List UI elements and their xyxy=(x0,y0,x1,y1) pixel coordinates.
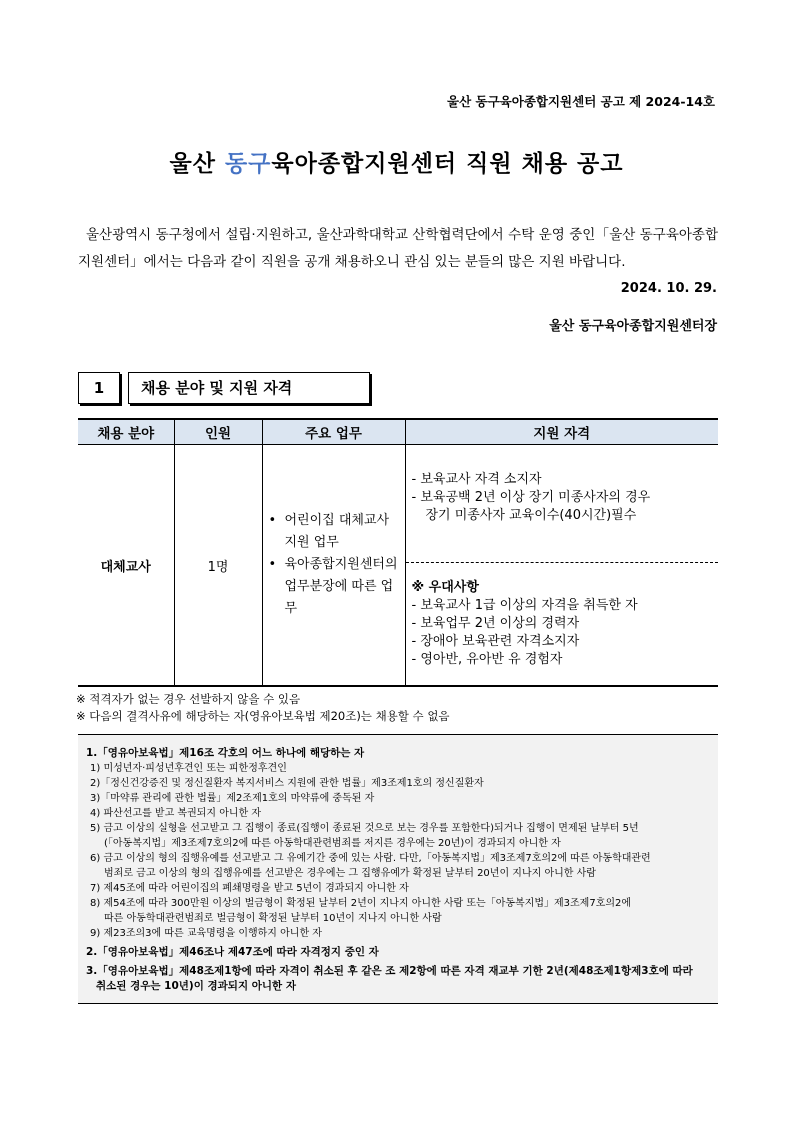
duty-item xyxy=(267,554,405,620)
footnote: ※ 다음의 결격사유에 해당하는 자(영유아보육법 제20조)는 채용할 수 없음 xyxy=(76,709,450,723)
job-table xyxy=(78,418,718,687)
preference-line: - 영아반, 유아반 유 경험자 xyxy=(411,652,563,667)
intro-paragraph: 울산광역시 동구청에서 설립·지원하고, 울산과학대학교 산학협력단에서 수탁 운영 중인「울산 동구육아종합지원센터」에서는 다음과 같이 직원을 공개 채용하오니 관심 있는 분들의 많은 지원 바랍니다. xyxy=(78,227,718,270)
disqualification-subitem xyxy=(86,806,710,821)
item-continuation: 취소된 경우는 10년)이 경과되지 아니한 자 xyxy=(96,980,296,992)
duty-text: 육아종합지원센터의 업무분장에 따른 업무 xyxy=(284,557,398,616)
disqualification-subitem xyxy=(86,926,710,941)
subitem-continuation: 범죄로 금고 이상의 형의 집행유예를 선고받은 경우에는 그 집행유예가 확정된 날부터 20년이 지나지 아니한 사람 xyxy=(104,868,596,879)
subitem-text: 6) 금고 이상의 형의 집행유예를 선고받고 그 유예기간 중에 있는 사람. 다만,「아동복지법」제3조제7호의2에 따른 아동학대관련 xyxy=(90,853,651,864)
footnotes xyxy=(76,691,450,725)
title-suffix: 육아종합지원센터 직원 채용 공고 xyxy=(271,151,624,177)
subitem-text: 9) 제23조의3에 따른 교육명령을 이행하지 아니한 자 xyxy=(90,928,322,939)
disqualification-item: 2.「영유아보육법」제46조나 제47조에 따라 자격정지 중인 자 xyxy=(86,946,379,958)
page-title xyxy=(0,145,793,178)
disqualification-subitem xyxy=(86,791,710,806)
subitem-text: 2)「정신건강증진 및 정신질환자 복지서비스 지원에 관한 법률」제3조제1호의 정신질환자 xyxy=(90,778,484,789)
subitem-text: 7) 제45조에 따라 어린이집의 폐쇄명령을 받고 5년이 경과되지 아니한 자 xyxy=(90,883,409,894)
subitem-text: 1) 미성년자·피성년후견인 또는 피한정후견인 xyxy=(90,763,287,774)
table-row xyxy=(78,445,718,687)
subitem-text: 3)「마약류 관리에 관한 법률」제2조제1호의 마약류에 중독된 자 xyxy=(90,793,375,804)
preference-title: ※ 우대사항 xyxy=(411,580,479,595)
notice-number: 울산 동구육아종합지원센터 공고 제 2024-14호 xyxy=(447,94,715,109)
disqualification-subitem xyxy=(86,821,710,851)
disqualification-item: 1.「영유아보육법」제16조 각호의 어느 하나에 해당하는 자 xyxy=(86,747,365,759)
qualification-line: - 보육교사 자격 소지자 xyxy=(411,472,542,487)
item-text: 3.「영유아보육법」제48조제1항에 따라 자격이 취소된 후 같은 조 제2항에 따른 자격 재교부 기한 2년(제48조제1항제3호에 따라 xyxy=(86,965,693,977)
disqualification-subitem xyxy=(86,776,710,791)
table-header-row xyxy=(78,419,718,445)
header-count: 인원 xyxy=(174,419,262,445)
section-number: 1 xyxy=(78,372,120,404)
section-title: 채용 분야 및 지원 자격 xyxy=(128,372,370,404)
subitem-text: 4) 파산선고를 받고 복권되지 아니한 자 xyxy=(90,808,262,819)
qualification-line: 장기 미종사자 교육이수(40시간)필수 xyxy=(425,508,637,523)
header-field: 채용 분야 xyxy=(78,419,174,445)
preference-line: - 보육교사 1급 이상의 자격을 취득한 자 xyxy=(411,598,638,613)
subitem-continuation: 따른 아동학대관련범죄로 벌금형이 확정된 날부터 10년이 지나지 아니한 사람 xyxy=(104,913,442,924)
disqualification-subitem xyxy=(86,896,710,926)
qualification-line: - 보육공백 2년 이상 장기 미종사자의 경우 xyxy=(411,490,651,505)
title-accent: 동구 xyxy=(224,151,272,177)
disqualification-subitem xyxy=(86,761,710,776)
cell-count: 1명 xyxy=(174,445,262,687)
disqualification-item xyxy=(86,964,710,994)
footnote: ※ 적격자가 없는 경우 선발하지 않을 수 있음 xyxy=(76,692,301,706)
disqualification-subitem xyxy=(86,851,710,881)
bullet-icon: • xyxy=(268,557,277,572)
disqualification-subitem xyxy=(86,881,710,896)
preference-line: - 장애아 보육관련 자격소지자 xyxy=(411,634,580,649)
header-duties: 주요 업무 xyxy=(262,419,405,445)
preference-line: - 보육업무 2년 이상의 경력자 xyxy=(411,616,580,631)
bullet-icon: • xyxy=(268,513,277,528)
cell-duties xyxy=(262,445,405,687)
notice-date: 2024. 10. 29. xyxy=(620,281,717,296)
title-prefix: 울산 xyxy=(169,151,225,177)
cell-qualifications xyxy=(405,445,718,687)
header-qualifications: 지원 자격 xyxy=(405,419,718,445)
signer: 울산 동구육아종합지원센터장 xyxy=(549,319,717,334)
disqualification-box xyxy=(78,734,718,1004)
qualification-block xyxy=(406,445,719,563)
preference-block xyxy=(406,563,719,685)
subitem-continuation: (「아동복지법」제3조제7호의2에 따른 아동학대관련범죄를 저지른 경우에는 20년)이 경과되지 아니한 자 xyxy=(104,838,561,849)
subitem-text: 5) 금고 이상의 실형을 선고받고 그 집행이 종료(집행이 종료된 것으로 보는 경우를 포함한다)되거나 집행이 면제된 날부터 5년 xyxy=(90,823,639,834)
cell-field: 대체교사 xyxy=(78,445,174,687)
duty-item xyxy=(267,510,405,554)
subitem-text: 8) 제54조에 따라 300만원 이상의 벌금형이 확정된 날부터 2년이 지나지 아니한 사람 또는「아동복지법」제3조제7호의2에 xyxy=(90,898,632,909)
duty-text: 어린이집 대체교사 지원 업무 xyxy=(284,513,390,550)
